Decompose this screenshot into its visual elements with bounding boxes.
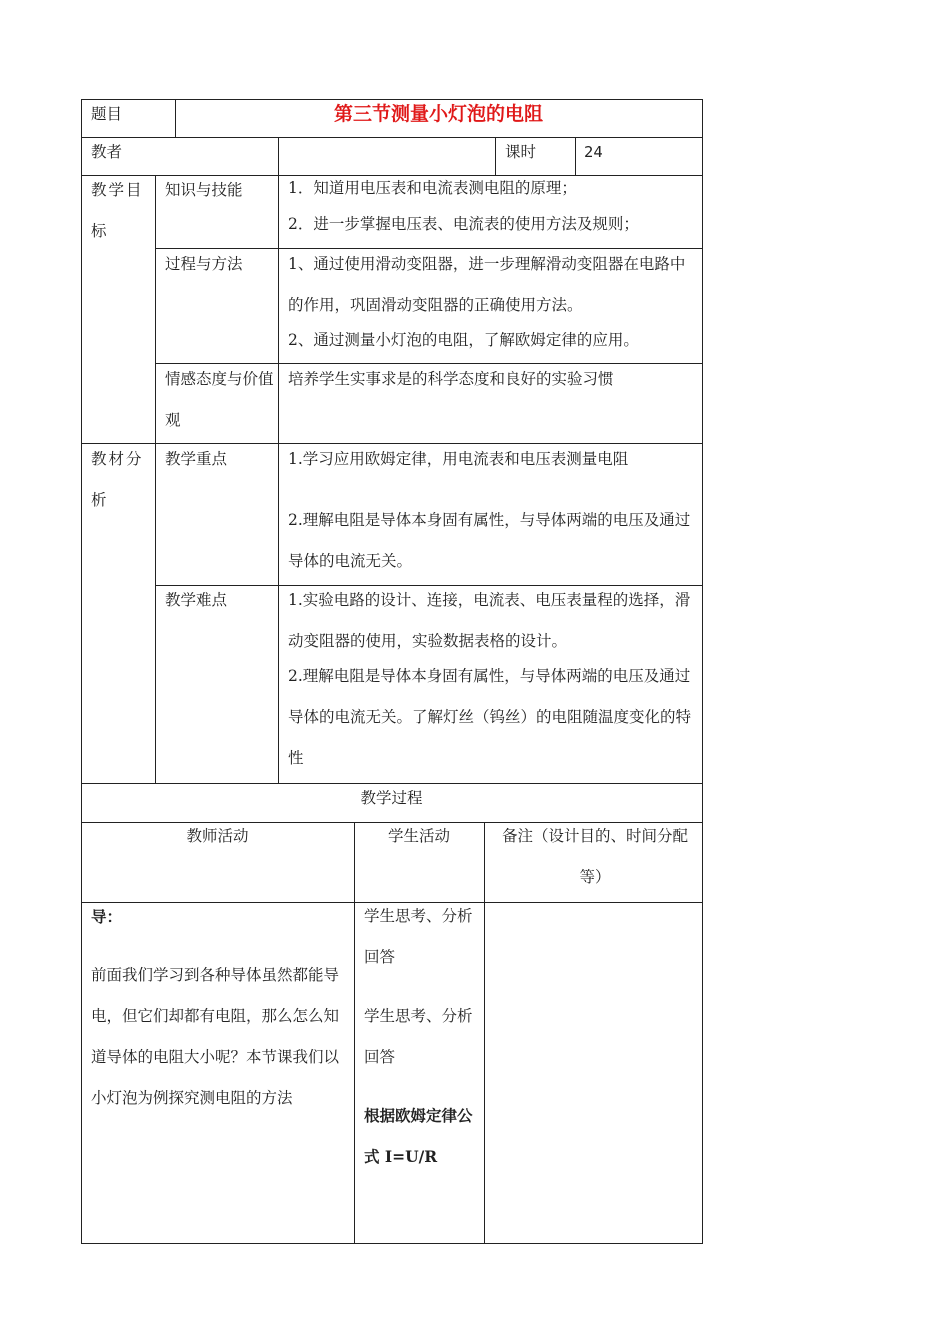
table-border-left [81,99,82,1244]
period-label: 课时 [505,143,537,161]
teacher-label: 教者 [91,143,123,161]
key-point-label: 教学重点 [165,450,228,468]
process-method-item-1: 1、通过使用滑动变阻器，进一步理解滑动变阻器在电路中的作用，巩固滑动变阻器的正确使用方法。 [288,255,686,314]
table-border-right [702,99,703,1244]
period-value: 24 [584,143,603,161]
analysis-label: 教材分析 [91,450,144,509]
difficult-point-item-2: 2.理解电阻是导体本身固有属性，与导体两端的电压及通过导体的电流无关。了解灯丝（钨丝）的电阻随温度变化的特性 [288,667,692,767]
table-vline-process-1 [354,822,355,1243]
student-activity-item-2: 学生思考、分析回答 [364,1007,473,1066]
table-vline-category [155,175,156,783]
process-heading: 教学过程 [360,789,423,807]
emotion-label: 情感态度与价值观 [165,370,274,429]
teacher-activity-heading: 导： [91,907,123,926]
student-activity-ohm-law: 根据欧姆定律公式 I=U/R [364,1106,473,1166]
teacher-activity-text: 前面我们学习到各种导体虽然都能导电，但它们却都有电阻，那么怎么知道导体的电阻大小呢？本节课我们以小灯泡为例探究测电阻的方法 [91,966,340,1107]
col-student-activity: 学生活动 [387,827,450,845]
col-teacher-activity: 教师活动 [186,827,249,845]
table-vline-subcategory [278,175,279,783]
col-notes: 备注（设计目的、时间分配等） [501,827,688,886]
process-method-label: 过程与方法 [165,255,243,273]
process-method-item-2: 2、通过测量小灯泡的电阻，了解欧姆定律的应用。 [288,331,639,349]
table-vline-teacher [278,137,279,175]
key-point-item-2: 2.理解电阻是导体本身固有属性，与导体两端的电压及通过导体的电流无关。 [288,511,691,570]
table-vline-process-2 [484,822,485,1243]
difficult-point-item-1: 1.实验电路的设计、连接，电流表、电压表量程的选择，滑动变阻器的使用，实验数据表格的设计。 [288,591,691,650]
emotion-text: 培养学生实事求是的科学态度和良好的实验习惯 [288,370,614,388]
page-title: 第三节测量小灯泡的电阻 [333,103,543,125]
knowledge-item-2: 2．进一步掌握电压表、电流表的使用方法及规则； [288,215,639,233]
student-activity-item-1: 学生思考、分析回答 [364,907,473,966]
goals-label: 教学目标 [91,181,144,240]
difficult-point-label: 教学难点 [165,591,228,609]
key-point-item-1: 1.学习应用欧姆定律，用电流表和电压表测量电阻 [288,450,629,468]
knowledge-item-1: 1．知道用电压表和电流表测电阻的原理； [288,179,577,197]
table-border-bottom [81,1243,703,1244]
knowledge-label: 知识与技能 [165,181,243,199]
title-label: 题目 [91,105,123,123]
